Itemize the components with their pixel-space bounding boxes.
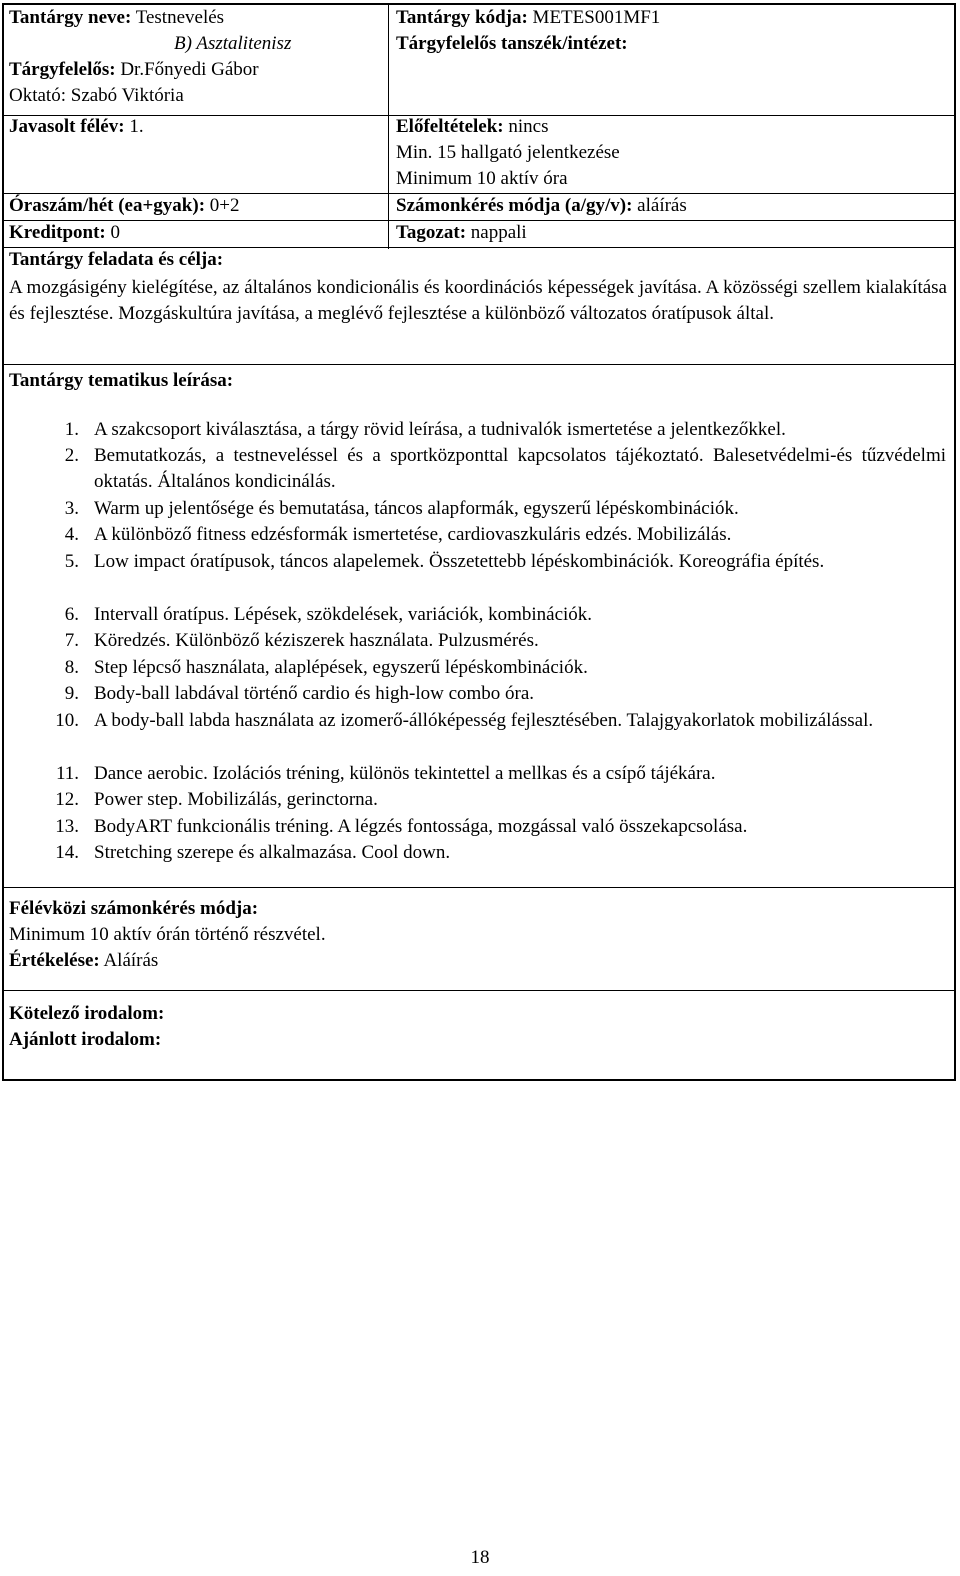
subject-responsible (9, 57, 259, 83)
code-value: METES001MF1 (532, 7, 661, 28)
responsible-label: Tárgyfelelős: (9, 59, 116, 80)
subject-name-label: Tantárgy neve: (9, 7, 132, 28)
topic-number: 10. (55, 710, 79, 731)
topic-number: 11. (55, 763, 79, 784)
topic-number: 7. (64, 630, 79, 651)
page-number: 18 (470, 1547, 490, 1568)
required-literature-label: Kötelező irodalom: (9, 1003, 165, 1024)
goals-text: A mozgásigény kielégítése, az általános kondicionális és koordinációs képességek javítása. A közösségi szellem kialakítása és fejlesztése. Mozgáskultúra javítása, a meglévő fejlesztése a különböző változatos óratípusok által. (9, 277, 947, 324)
prerequisites (396, 114, 548, 140)
assessment-value: aláírás (637, 195, 687, 216)
row-divider (3, 990, 955, 991)
responsible-value: Dr.Főnyedi Gábor (120, 59, 259, 80)
eval-label: Értékelése: (9, 950, 100, 971)
topic-text: Stretching szerepe és alkalmazása. Cool down. (94, 842, 451, 863)
hours-label: Óraszám/hét (ea+gyak): (9, 195, 206, 216)
midterm-text: Minimum 10 aktív órán történő részvétel. (9, 924, 326, 945)
recommended-literature-label: Ajánlott irodalom: (9, 1029, 162, 1050)
topic-text: A szakcsoport kiválasztása, a tárgy rövid leírása, a tudnivalók ismertetése a jelentkezőkkel. (94, 419, 786, 440)
goals-heading: Tantárgy feladata és célja: (9, 249, 224, 270)
topic-number: 8. (64, 657, 79, 678)
credits (9, 220, 120, 246)
topic-number: 4. (64, 524, 79, 545)
topic-text: Dance aerobic. Izolációs tréning, különös tekintettel a mellkas és a csípő tájékára. (94, 763, 716, 784)
topic-number: 13. (55, 816, 79, 837)
prereq-min-sessions: Minimum 10 aktív óra (396, 168, 568, 189)
prereq-value: nincs (508, 116, 549, 137)
midterm-heading: Félévközi számonkérés módja: (9, 898, 259, 919)
track-label: Tagozat: (396, 222, 467, 243)
instructor-value: Szabó Viktória (70, 85, 184, 106)
instructor (9, 83, 184, 109)
assessment-type (396, 193, 687, 219)
topic-text: Body-ball labdával történő cardio és high-low combo óra. (94, 683, 535, 704)
department-label: Tárgyfelelős tanszék/intézet: (396, 33, 628, 54)
topic-text: BodyART funkcionális tréning. A légzés fontossága, mozgással való összekapcsolása. (94, 816, 748, 837)
topic-text: Köredzés. Különböző kéziszerek használata. Pulzusmérés. (94, 630, 539, 651)
evaluation (9, 948, 158, 974)
eval-value: Aláírás (103, 950, 159, 971)
row-divider (3, 364, 955, 365)
credit-value: 0 (110, 222, 121, 243)
subject-code (396, 5, 660, 31)
semester (9, 114, 144, 140)
assessment-label: Számonkérés módja (a/gy/v): (396, 195, 633, 216)
topic-text: Step lépcső használata, alaplépések, egyszerű lépéskombinációk. (94, 657, 588, 678)
instructor-label: Oktató: (9, 85, 66, 106)
track-value: nappali (470, 222, 527, 243)
topic-number: 5. (64, 551, 79, 572)
topic-text: Low impact óratípusok, táncos alapelemek. Összetettebb lépéskombinációk. Koreográfia építés. (94, 551, 825, 572)
topic-text: Warm up jelentősége és bemutatása, táncos alapformák, egyszerű lépéskombinációk. (94, 498, 739, 519)
row-divider (3, 887, 955, 888)
topic-number: 9. (64, 683, 79, 704)
topic-number: 1. (64, 419, 79, 440)
topic-number: 2. (64, 445, 79, 466)
prereq-min-students: Min. 15 hallgató jelentkezése (396, 142, 620, 163)
topic-number: 3. (64, 498, 79, 519)
semester-label: Javasolt félév: (9, 116, 125, 137)
topics-heading: Tantárgy tematikus leírása: (9, 370, 234, 391)
topic-text: A különböző fitness edzésformák ismertetése, cardiovaszkuláris edzés. Mobilizálás. (94, 524, 732, 545)
prereq-label: Előfeltételek: (396, 116, 504, 137)
semester-value: 1. (129, 116, 144, 137)
topic-number: 12. (55, 789, 79, 810)
subject-name-value: Testnevelés (135, 7, 225, 28)
topic-text: Bemutatkozás, a testneveléssel és a sportközponttal kapcsolatos tájékoztató. Balesetvédelmi-és tűzvédelmi oktatás. Általános kondicinálás. (94, 445, 946, 492)
topic-text: A body-ball labda használata az izomerő-állóképesség fejlesztésében. Talajgyakorlatok mobilizálással. (94, 710, 874, 731)
credit-label: Kreditpont: (9, 222, 106, 243)
subject-variant: B) Asztalitenisz (174, 33, 292, 54)
topic-text: Intervall óratípus. Lépések, szökdelések, variációk, kombinációk. (94, 604, 593, 625)
topic-number: 6. (64, 604, 79, 625)
topic-number: 14. (55, 842, 79, 863)
track (396, 220, 527, 246)
hours-per-week (9, 193, 240, 219)
subject-name (9, 5, 224, 31)
topic-text: Power step. Mobilizálás, gerinctorna. (94, 789, 378, 810)
hours-value: 0+2 (209, 195, 240, 216)
code-label: Tantárgy kódja: (396, 7, 528, 28)
column-divider (388, 3, 389, 249)
